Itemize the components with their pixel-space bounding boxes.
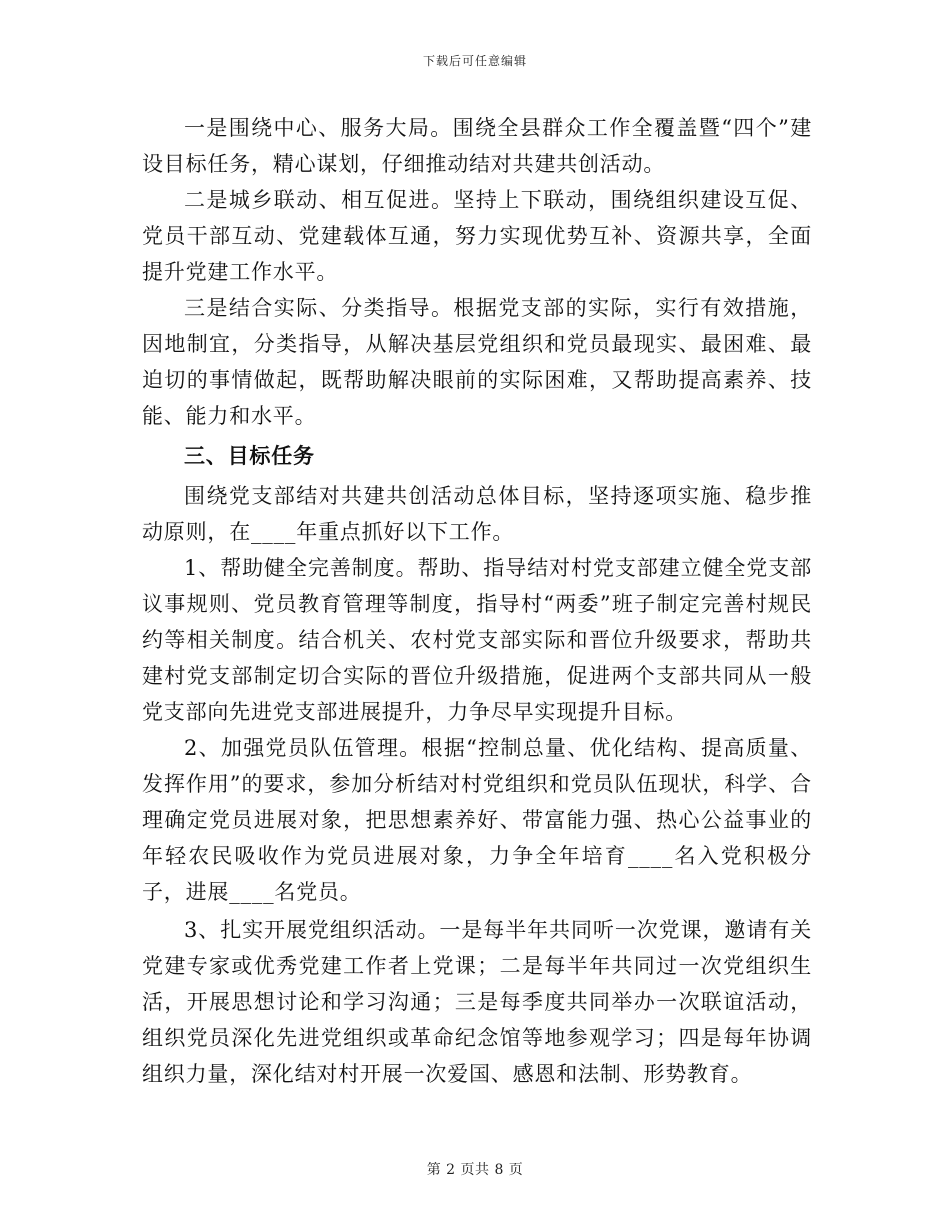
- paragraph-principle-2: 二是城乡联动、相互促进。坚持上下联动，围绕组织建设互促、党员干部互动、党建载体互通，努力实现优势互补、资源共享，全面提升党建工作水平。: [142, 188, 812, 284]
- paragraph-principle-3: 三是结合实际、分类指导。根据党支部的实际，实行有效措施，因地制宜，分类指导，从解决基层党组织和党员最现实、最困难、最迫切的事情做起，既帮助解决眼前的实际困难，又帮助提高素养、技能、能力和水平。: [142, 296, 812, 428]
- page-footer: 第 2 页共 8 页: [426, 1162, 524, 1178]
- document-body: [142, 110, 812, 1092]
- paragraph-intro: 围绕党支部结对共建共创活动总体目标，坚持逐项实施、稳步推动原则，在____年重点抓好以下工作。: [142, 484, 812, 544]
- section-heading: 三、目标任务: [184, 443, 315, 468]
- paragraph-task-1: 1、帮助健全完善制度。帮助、指导结对村党支部建立健全党支部议事规则、党员教育管理等制度，指导村“两委”班子制定完善村规民约等相关制度。结合机关、农村党支部实际和晋位升级要求，帮助共建村党支部制定切合实际的晋位升级措施，促进两个支部共同从一般党支部向先进党支部进展提升，力争尽早实现提升目标。: [142, 556, 812, 724]
- page-header: 下载后可任意编辑: [422, 54, 527, 68]
- paragraph-principle-1: 一是围绕中心、服务大局。围绕全县群众工作全覆盖暨“四个”建设目标任务，精心谋划，仔细推动结对共建共创活动。: [142, 116, 812, 176]
- paragraph-task-3: 3、扎实开展党组织活动。一是每半年共同听一次党课，邀请有关党建专家或优秀党建工作者上党课；二是每半年共同过一次党组织生活，开展思想讨论和学习沟通；三是每季度共同举办一次联谊活动，组织党员深化先进党组织或革命纪念馆等地参观学习；四是每年协调组织力量，深化结对村开展一次爱国、感恩和法制、形势教育。: [142, 918, 812, 1086]
- paragraph-task-2: 2、加强党员队伍管理。根据“控制总量、优化结构、提高质量、发挥作用”的要求，参加分析结对村党组织和党员队伍现状，科学、合理确定党员进展对象，把思想素养好、带富能力强、热心公益事业的年轻农民吸收作为党员进展对象，力争全年培育____名入党积极分子，进展____名党员。: [142, 736, 812, 904]
